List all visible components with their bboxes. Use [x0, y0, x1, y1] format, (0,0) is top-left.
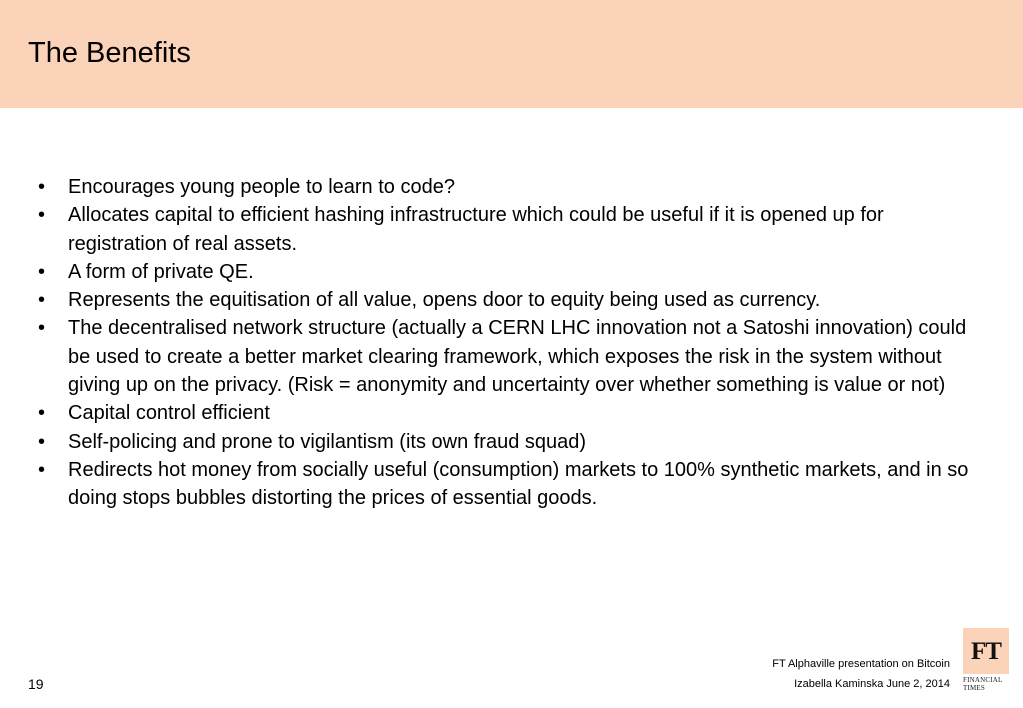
bullet-item — [38, 456, 978, 513]
ft-logo-mark: FT — [971, 637, 1001, 665]
bullet-item — [38, 258, 978, 286]
bullet-text: The decentralised network structure (actually a CERN LHC innovation not a Satoshi innovation) could be used to create a better market clearing framework, which exposes the risk in the system without giving up on the privacy. (Risk = anonymity and uncertainty over whether something is value or not) — [68, 317, 967, 397]
bullet-marker: • — [38, 317, 46, 340]
bullet-marker: • — [38, 430, 46, 453]
ft-logo-wordmark — [963, 676, 1013, 692]
bullet-item — [38, 201, 978, 258]
bullet-text: Represents the equitisation of all value, opens door to equity being used as currency. — [68, 289, 821, 312]
bullet-marker: • — [38, 260, 46, 283]
bullet-marker: • — [38, 402, 46, 425]
bullet-list — [38, 173, 978, 513]
ft-logo — [963, 628, 1009, 692]
bullet-item — [38, 314, 978, 399]
ft-logo-wordmark-line2: TIMES — [963, 684, 985, 692]
bullet-item — [38, 399, 978, 427]
footer-presentation-title: FT Alphaville presentation on Bitcoin — [772, 658, 950, 670]
bullet-marker: • — [38, 204, 46, 227]
bullet-text: Allocates capital to efficient hashing infrastructure which could be useful if it is opened up for registration of real assets. — [68, 204, 884, 255]
bullet-marker: • — [38, 458, 46, 481]
page-number: 19 — [28, 676, 44, 692]
title-bar — [0, 0, 1023, 108]
bullet-text: Self-policing and prone to vigilantism (its own fraud squad) — [68, 430, 587, 453]
bullet-item — [38, 286, 978, 314]
bullet-text: Redirects hot money from socially useful (consumption) markets to 100% synthetic markets, and in so doing stops bubbles distorting the prices of essential goods. — [68, 458, 969, 510]
bullet-item — [38, 173, 978, 201]
bullet-text: Encourages young people to learn to code? — [68, 176, 455, 198]
bullet-item — [38, 428, 978, 456]
bullet-text: Capital control efficient — [68, 402, 270, 425]
ft-logo-wordmark-line1: FINANCIAL — [963, 676, 1003, 684]
bullet-marker: • — [38, 289, 46, 312]
ft-logo-box — [963, 628, 1009, 674]
slide-title: The Benefits — [28, 37, 191, 69]
bullet-text: A form of private QE. — [68, 260, 254, 283]
bullet-marker: • — [38, 176, 46, 198]
footer-author-date: Izabella Kaminska June 2, 2014 — [794, 678, 950, 690]
